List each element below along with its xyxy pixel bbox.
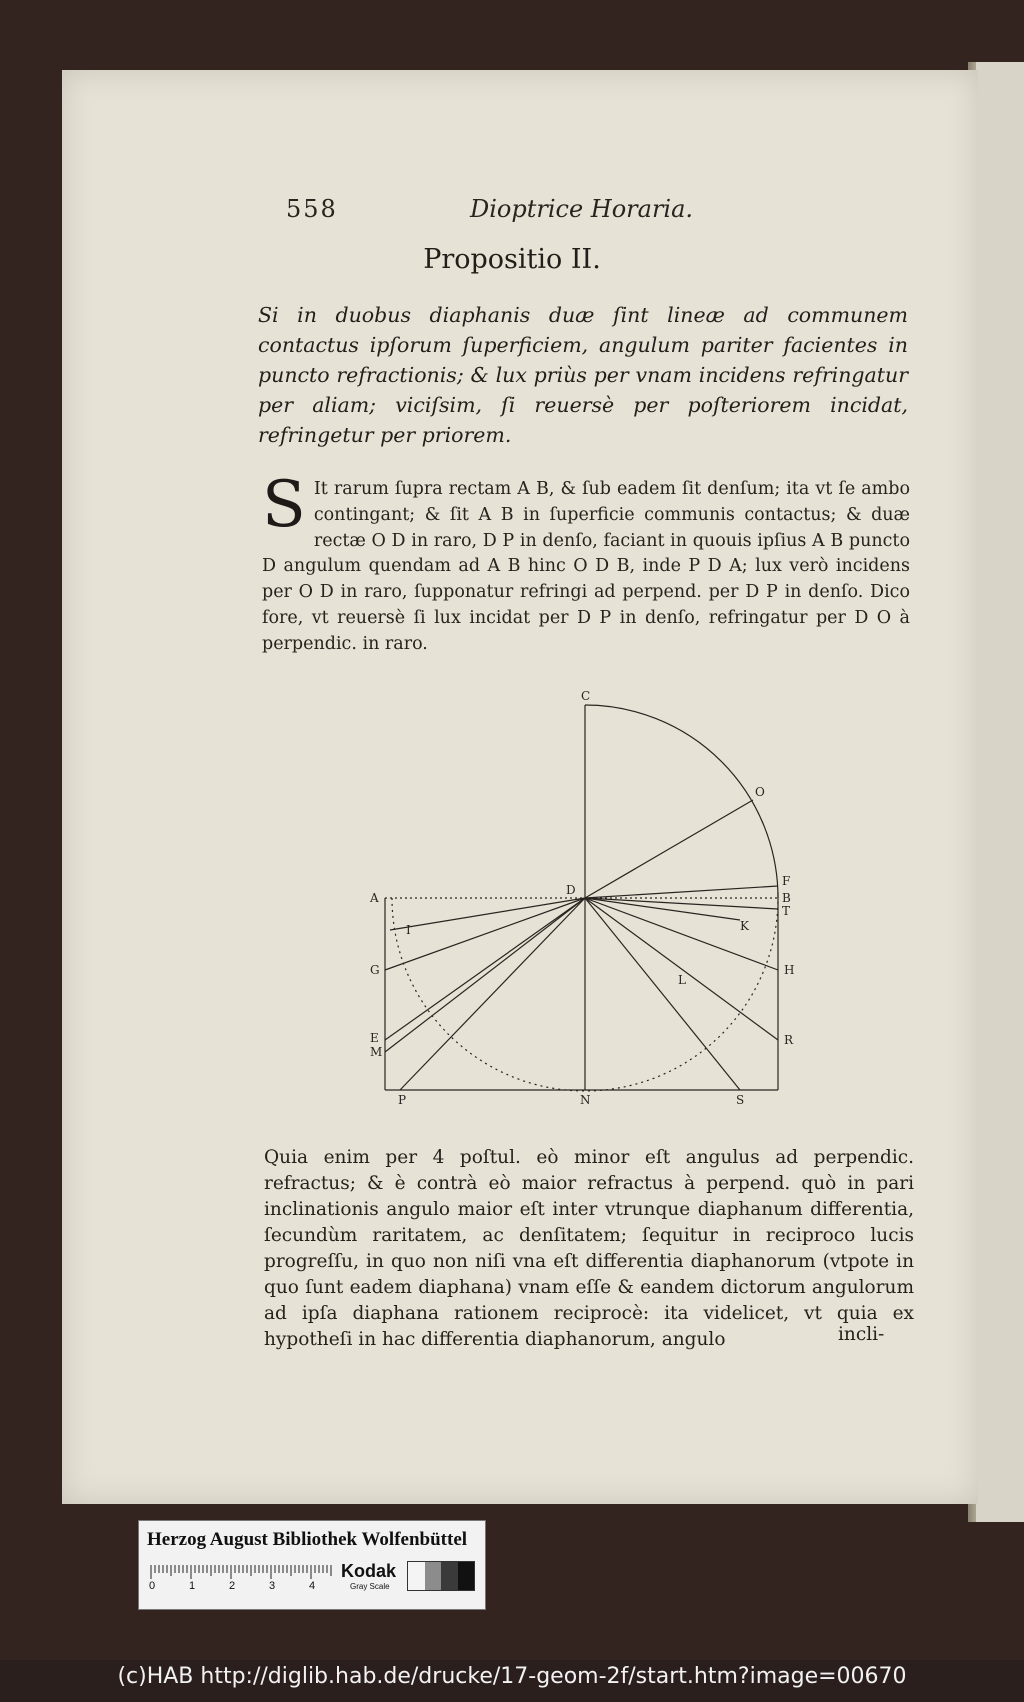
card-title: Herzog August Bibliothek Wolfenbüttel <box>147 1529 468 1550</box>
ruler-number-0: 0 <box>149 1580 156 1589</box>
next-page-edge <box>976 62 1024 1522</box>
ray-d-k <box>585 898 740 920</box>
label-o: O <box>755 785 765 799</box>
ruler-number-4: 4 <box>309 1580 316 1589</box>
ruler-number-1: 1 <box>189 1580 196 1589</box>
label-l: L <box>678 973 686 987</box>
label-t: T <box>782 904 791 918</box>
gray-patch <box>425 1562 442 1590</box>
label-d: D <box>566 883 576 897</box>
geometric-figure <box>360 690 800 1120</box>
label-r: R <box>784 1033 794 1047</box>
label-n: N <box>580 1093 591 1107</box>
label-c: C <box>581 690 591 703</box>
gray-patch <box>458 1562 475 1590</box>
label-s: S <box>736 1093 745 1107</box>
ray-d-r <box>585 898 778 1040</box>
proof-text: Quia enim per 4 poſtul. eò minor eſt angulus ad perpendic. refractus; & è contrà eò maior refractus à perpend. quò in pari inclinationis angulo maior eſt inter vtrunque diaphanum differentia, ſecundùm raritatem, ac denſitatem; ſequitur in reciproco lucis progreſſu, in quo non niſi vna eſt differentia diaphanorum (vtpote in quo ſunt eadem diaphana) vnam eſſe & eandem dictorum angulorum ad ipſa diaphana rationem reciprocè: ita videlicet, vt quia ex hypotheſi in hac differentia diaphanorum, angulo <box>264 1147 914 1350</box>
label-g: G <box>370 963 380 977</box>
gray-scale-patches <box>407 1561 475 1591</box>
page-number: 558 <box>286 195 338 223</box>
running-title: Dioptrice Horaria. <box>470 195 694 223</box>
ray-d-i <box>390 898 585 930</box>
ray-d-p <box>400 898 585 1090</box>
dropcap: S <box>262 468 306 542</box>
ray-d-t <box>585 898 778 909</box>
label-h: H <box>784 963 795 977</box>
label-i: I <box>406 923 411 937</box>
label-m: M <box>370 1045 383 1059</box>
gray-patch <box>441 1562 458 1590</box>
gray-scale-label: Gray Scale <box>350 1582 390 1591</box>
label-k: K <box>740 919 749 933</box>
kodak-logo: Kodak <box>341 1561 397 1581</box>
label-f: F <box>782 874 791 888</box>
enunciation <box>258 300 908 450</box>
copyright-caption: (c)HAB http://diglib.hab.de/drucke/17-geom-2f/start.htm?image=00670 <box>117 1664 907 1689</box>
ray-d-m <box>385 898 585 1052</box>
enunciation-text: Si in duobus diaphanis duæ ſint lineæ ad communem contactus ipſorum ſuperficiem, angulum pariter facientes in puncto refractionis; & lux priùs per vnam incidens refringatur per aliam; viciſsim, ſi reuersè per poſteriorem incidat, refringetur per priorem. <box>258 303 908 447</box>
proof-paragraph <box>264 1145 914 1353</box>
body-paragraph-text: It rarum ſupra rectam A B, & ſub eadem ſit denſum; ita vt ſe ambo contingant; & ſit A B in ſuperficie communis contactus; & duæ rectæ O D in raro, D P in denſo, faciant in quouis ipſius A B puncto D angulum quendam ad A B hinc O D B, inde P D A; lux verò incidens per O D in raro, ſupponatur refringi ad perpend. per D P in denſo. Dico fore, vt reuersè ſi lux incidat per D P in denſo, refringatur per D O à perpendic. in raro. <box>262 479 910 654</box>
label-a: A <box>370 891 379 905</box>
ray-d-g <box>385 898 585 970</box>
ray-d-f <box>585 886 778 898</box>
catchword: incli- <box>838 1324 885 1345</box>
page-header <box>0 195 1024 225</box>
ruler-number-2: 2 <box>229 1580 236 1589</box>
body-paragraph <box>262 468 910 658</box>
gray-patch <box>408 1562 425 1590</box>
arc-c-b <box>585 705 778 898</box>
ruler-number-3: 3 <box>269 1580 276 1589</box>
color-reference-card <box>138 1520 486 1610</box>
label-p: P <box>398 1093 407 1107</box>
label-b: B <box>782 891 791 905</box>
proposition-title: Propositio II. <box>423 244 601 275</box>
label-e: E <box>370 1031 379 1045</box>
ray-d-e <box>385 898 585 1040</box>
ray-d-o <box>585 800 753 898</box>
